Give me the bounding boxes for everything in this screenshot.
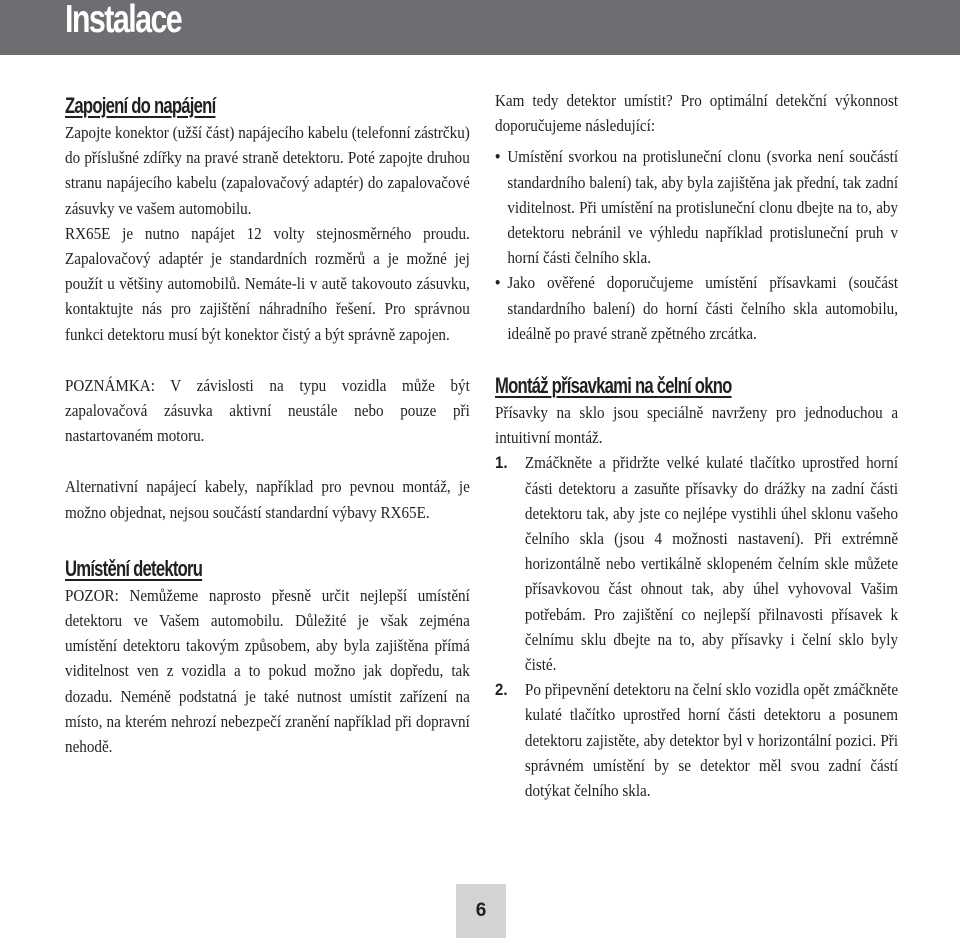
bullet-item: • Jako ověřené doporučujeme umístění přísavkami (součást standardního balení) do horní části čelního skla automobilu, ideálně po pravé straně zpětného zrcátka. [495, 270, 898, 346]
bullet-item: • Umístění svorkou na protisluneční clonu (svorka není součástí standardního balení) tak, aby byla zajištěna jak přední, tak zadní viditelnost. Při umístění na protisluneční clonu dbejte na to, aby detektoru nebránil ve výhledu například protisluneční pruh v horní části čelního skla. [495, 144, 898, 270]
spacer [65, 448, 470, 474]
page-number-box [456, 884, 506, 938]
power-paragraph-2: RX65E je nutno napájet 12 volty stejnosměrného proudu. Zapalovačový adaptér je standardních rozměrů a je možné jej použít u většiny automobilů. Nemáte-li v autě takovouto zásuvku, kontaktujte nás pro zajištění náhradního řešení. Pro správnou funkci detektoru musí být konektor čistý a být správně zapojen. [65, 223, 470, 344]
where-intro-paragraph: Kam tedy detektor umístit? Pro optimální detekční výkonnost doporučujeme následující: [495, 91, 899, 136]
mount-heading: Montáž přísavkami na čelní okno [495, 373, 732, 399]
step-number: 1. [495, 453, 508, 473]
right-column [495, 88, 898, 803]
alt-cables-paragraph: Alternativní napájecí kabely, například pro pevnou montáž, je možno objednat, nejsou součástí standardní výbavy RX65E. [65, 477, 470, 522]
step-item [495, 450, 898, 677]
spacer [65, 347, 470, 373]
spacer [495, 346, 898, 372]
step-text: Po připevnění detektoru na čelní sklo vozidla opět zmáčkněte kulaté tlačítko uprostřed horní části detektoru a posunem detektoru zajistěte, aby detektor byl v horizontální pozici. Při správném umístění by se detektor měl svou zadní částí dotýkat čelního skla. [524, 680, 899, 801]
spacer [65, 525, 470, 555]
left-column [65, 88, 470, 759]
step-text: Zmáčkněte a přidržte velké kulaté tlačítko uprostřed horní části detektoru a zasuňte přísavky do drážky na zadní části detektoru tak, aby jste co nejlépe vystihli úhel sklonu vašeho čelního skla (jsou 4 možnosti nastavení). Při extrémně horizontálně nebo vertikálně sklopeném čelním skle můžete přísavkovou část ohnout tak, aby úhel vyhovoval Vašim potřebám. Pro zajištění co nejlepší přilnavosti přísavek k čelnímu sklu dbejte na to, aby přísavky i čelní sklo byly čisté. [524, 453, 899, 675]
mount-steps-list [495, 450, 898, 803]
step-item [495, 677, 898, 803]
placement-heading: Umístění detektoru [65, 555, 203, 581]
mount-intro-paragraph: Přísavky na sklo jsou speciálně navrženy pro jednoduchou a intuitivní montáž. [495, 403, 899, 448]
power-paragraph-1: Zapojte konektor (užší část) napájecího kabelu (telefonní zástrčku) do příslušné zdířky na pravé straně detektoru. Poté zapojte druhou stranu napájecího kabelu (zapalovačový adaptér) do zapalovačové zásuvky ve vašem automobilu. [65, 123, 470, 218]
power-heading: Zapojení do napájení [65, 93, 216, 118]
page-title: Instalace [65, 0, 182, 41]
page-number: 6 [475, 900, 487, 921]
placement-bullet-list [495, 144, 898, 346]
page-header-bar [0, 0, 960, 55]
step-number: 2. [495, 680, 508, 700]
placement-paragraph: POZOR: Nemůžeme naprosto přesně určit nejlepší umístění detektoru ve Vašem automobilu. Důležité je však zejména umístění detektoru takovým způsobem, aby byla zajištěna přímá viditelnost ven z vozidla a to pokud možno jak dopředu, tak dozadu. Neméně podstatná je také nutnost umístit zařízení na místo, na kterém nehrozí nebezpečí zranění například při dopravní nehodě. [65, 585, 470, 757]
note-paragraph: POZNÁMKA: V závislosti na typu vozidla může být zapalovačová zásuvka aktivní neustále nebo pouze při nastartovaném motoru. [65, 375, 470, 446]
